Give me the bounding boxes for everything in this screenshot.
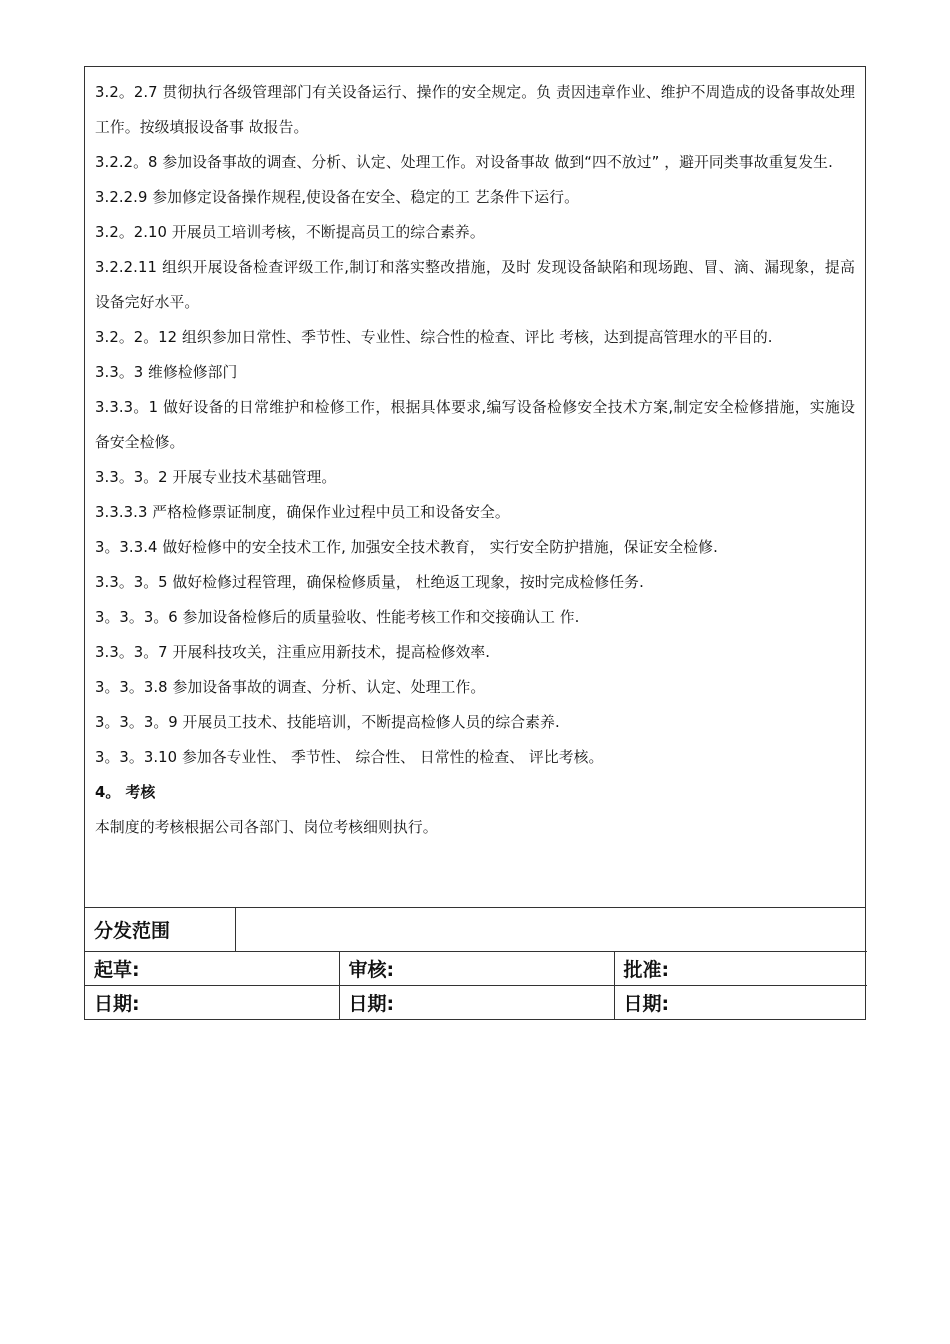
review-date-label: 日期:	[339, 986, 614, 1020]
document-frame	[84, 66, 866, 1020]
clause-3-3-3-2: 3.3。3。2 开展专业技术基础管理。	[95, 469, 337, 486]
clause-3-2-2-9: 3.2.2.9 参加修定设备操作规程,使设备在安全、稳定的工 艺条件下运行。	[95, 189, 579, 206]
clause-3-3-3-9: 3。3。3。9 开展员工技术、技能培训，不断提高检修人员的综合素养.	[95, 714, 560, 731]
section-4-heading: 4。 考核	[95, 784, 156, 801]
signature-table	[85, 908, 867, 1019]
clause-3-3-3-4: 3。3.3.4 做好检修中的安全技术工作, 加强安全技术教育， 实行安全防护措施，保证安全检修.	[95, 539, 718, 556]
approve-date-label: 日期:	[614, 986, 867, 1020]
clause-3-2-2-12: 3.2。2。12 组织参加日常性、季节性、专业性、综合性的检查、评比 考核，达到提高管理水的平目的.	[95, 329, 773, 346]
approve-label: 批准:	[614, 952, 867, 986]
distribution-row	[85, 908, 867, 952]
review-label: 审核:	[339, 952, 614, 986]
clause-3-2-2-7: 3.2。2.7 贯彻执行各级管理部门有关设备运行、操作的安全规定。负 责因违章作业、维护不周造成的设备事故处理工作。按级填报设备事 故报告。	[95, 84, 855, 136]
clause-3-2-2-11: 3.2.2.11 组织开展设备检查评级工作,制订和落实整改措施，及时 发现设备缺陷和现场跑、冒、滴、漏现象，提高设备完好水平。	[95, 259, 855, 311]
clause-3-3-3-6: 3。3。3。6 参加设备检修后的质量验收、性能考核工作和交接确认工 作.	[95, 609, 580, 626]
section-4-body: 本制度的考核根据公司各部门、岗位考核细则执行。	[95, 819, 438, 836]
draft-date-label: 日期:	[85, 986, 339, 1020]
clause-3-3-3-3: 3.3.3.3 严格检修票证制度，确保作业过程中员工和设备安全。	[95, 504, 510, 521]
section-3-3-3-title: 3.3。3 维修检修部门	[95, 364, 238, 381]
distribution-value	[235, 908, 867, 952]
clause-3-3-3-5: 3.3。3。5 做好检修过程管理，确保检修质量， 杜绝返工现象，按时完成检修任务.	[95, 574, 644, 591]
clause-3-2-2-8: 3.2.2。8 参加设备事故的调查、分析、认定、处理工作。对设备事故 做到“四不放过” ，避开同类事故重复发生.	[95, 154, 833, 171]
clause-3-3-3-7: 3.3。3。7 开展科技攻关，注重应用新技术，提高检修效率.	[95, 644, 491, 661]
clause-3-3-3-8: 3。3。3.8 参加设备事故的调查、分析、认定、处理工作。	[95, 679, 486, 696]
clause-3-2-2-10: 3.2。2.10 开展员工培训考核，不断提高员工的综合素养。	[95, 224, 485, 241]
draft-label: 起草:	[85, 952, 339, 986]
signer-row	[85, 952, 867, 986]
distribution-label: 分发范围	[85, 908, 235, 952]
date-row	[85, 986, 867, 1020]
clause-3-3-3-10: 3。3。3.10 参加各专业性、 季节性、 综合性、 日常性的检查、 评比考核。	[95, 749, 604, 766]
clause-3-3-3-1: 3.3.3。1 做好设备的日常维护和检修工作，根据具体要求,编写设备检修安全技术方案,制定安全检修措施，实施设备安全检修。	[95, 399, 855, 451]
document-body	[85, 67, 865, 908]
